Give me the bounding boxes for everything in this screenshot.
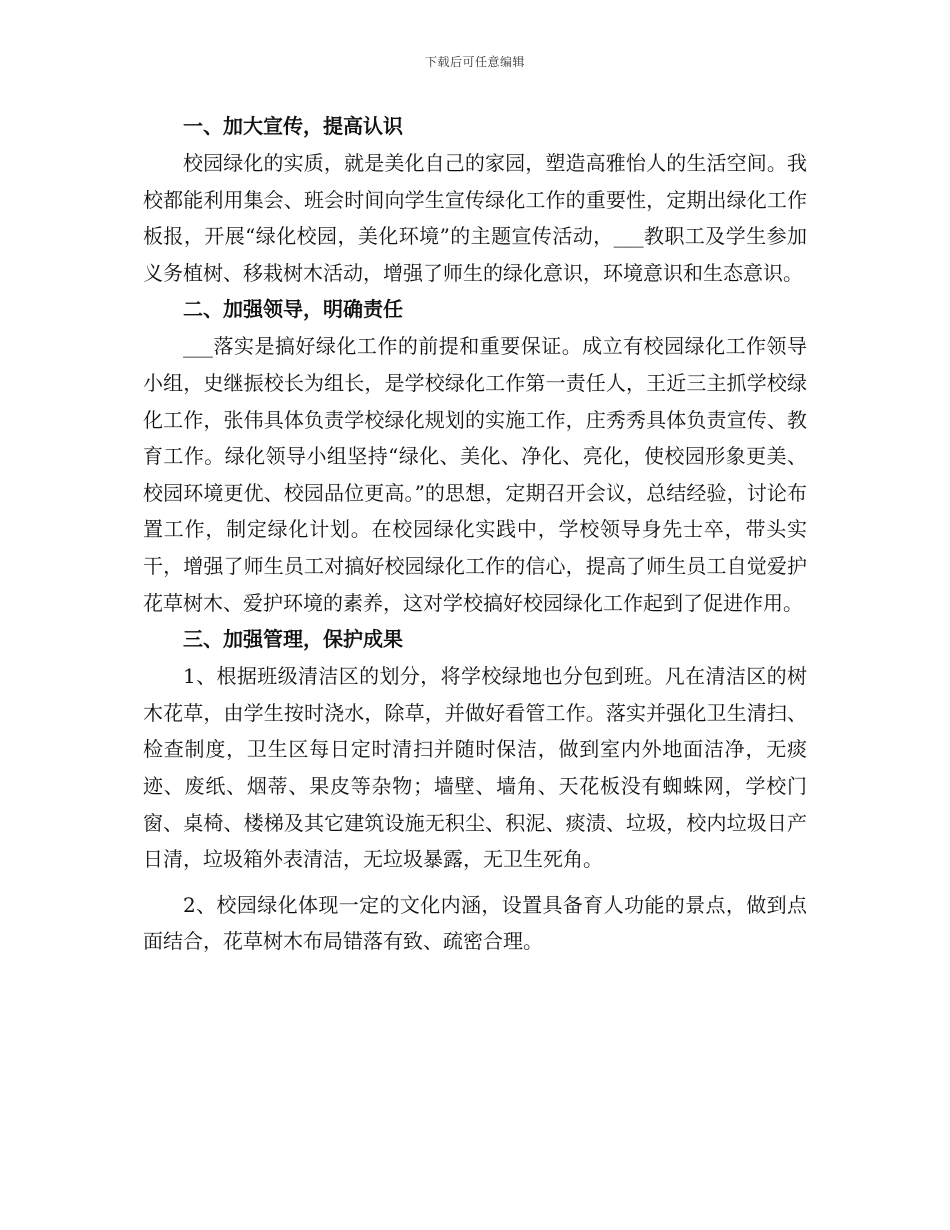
section-3: [143, 621, 807, 960]
section-paragraph: 2、校园绿化体现一定的文化内涵，设置具备育人功能的景点，做到点面结合，花草树木布局错落有致、疏密合理。: [143, 892, 807, 954]
section-heading: 二、加强领导，明确责任: [183, 297, 403, 322]
section-1: [143, 108, 807, 291]
section-paragraph: 校园绿化的实质，就是美化自己的家园，塑造高雅怡人的生活空间。我校都能利用集会、班会时间向学生宣传绿化工作的重要性，定期出绿化工作板报，开展“绿化校园，美化环境”的主题宣传活动，___教职工及学生参加义务植树、移栽树木活动，增强了师生的绿化意识，环境意识和生态意识。: [143, 151, 807, 285]
section-paragraph: 1、根据班级清洁区的划分，将学校绿地也分包到班。凡在清洁区的树木花草，由学生按时浇水，除草，并做好看管工作。落实并强化卫生清扫、检查制度，卫生区每日定时清扫并随时保洁，做到室内外地面洁净，无痰迹、废纸、烟蒂、果皮等杂物；墙壁、墙角、天花板没有蜘蛛网，学校门窗、桌椅、楼梯及其它建筑设施无积尘、积泥、痰渍、垃圾，校内垃圾日产日清，垃圾箱外表清洁，无垃圾暴露，无卫生死角。: [143, 664, 807, 872]
section-heading: 三、加强管理，保护成果: [183, 627, 403, 652]
section-heading: 一、加大宣传，提高认识: [183, 114, 403, 138]
page-header-note: 下载后可任意编辑: [424, 55, 525, 69]
document-body: [143, 108, 807, 960]
section-2: [143, 291, 807, 621]
section-paragraph: ___落实是搞好绿化工作的前提和重要保证。成立有校园绿化工作领导小组，史继振校长为组长，是学校绿化工作第一责任人，王近三主抓学校绿化工作，张伟具体负责学校绿化规划的实施工作，庄秀秀具体负责宣传、教育工作。绿化领导小组坚持“绿化、美化、净化、亮化，使校园形象更美、校园环境更优、校园品位更高。”的思想，定期召开会议，总结经验，讨论布置工作，制定绿化计划。在校园绿化实践中，学校领导身先士卒，带头实干，增强了师生员工对搞好校园绿化工作的信心，提高了师生员工自觉爱护花草树木、爱护环境的素养，这对学校搞好校园绿化工作起到了促进作用。: [143, 334, 807, 615]
